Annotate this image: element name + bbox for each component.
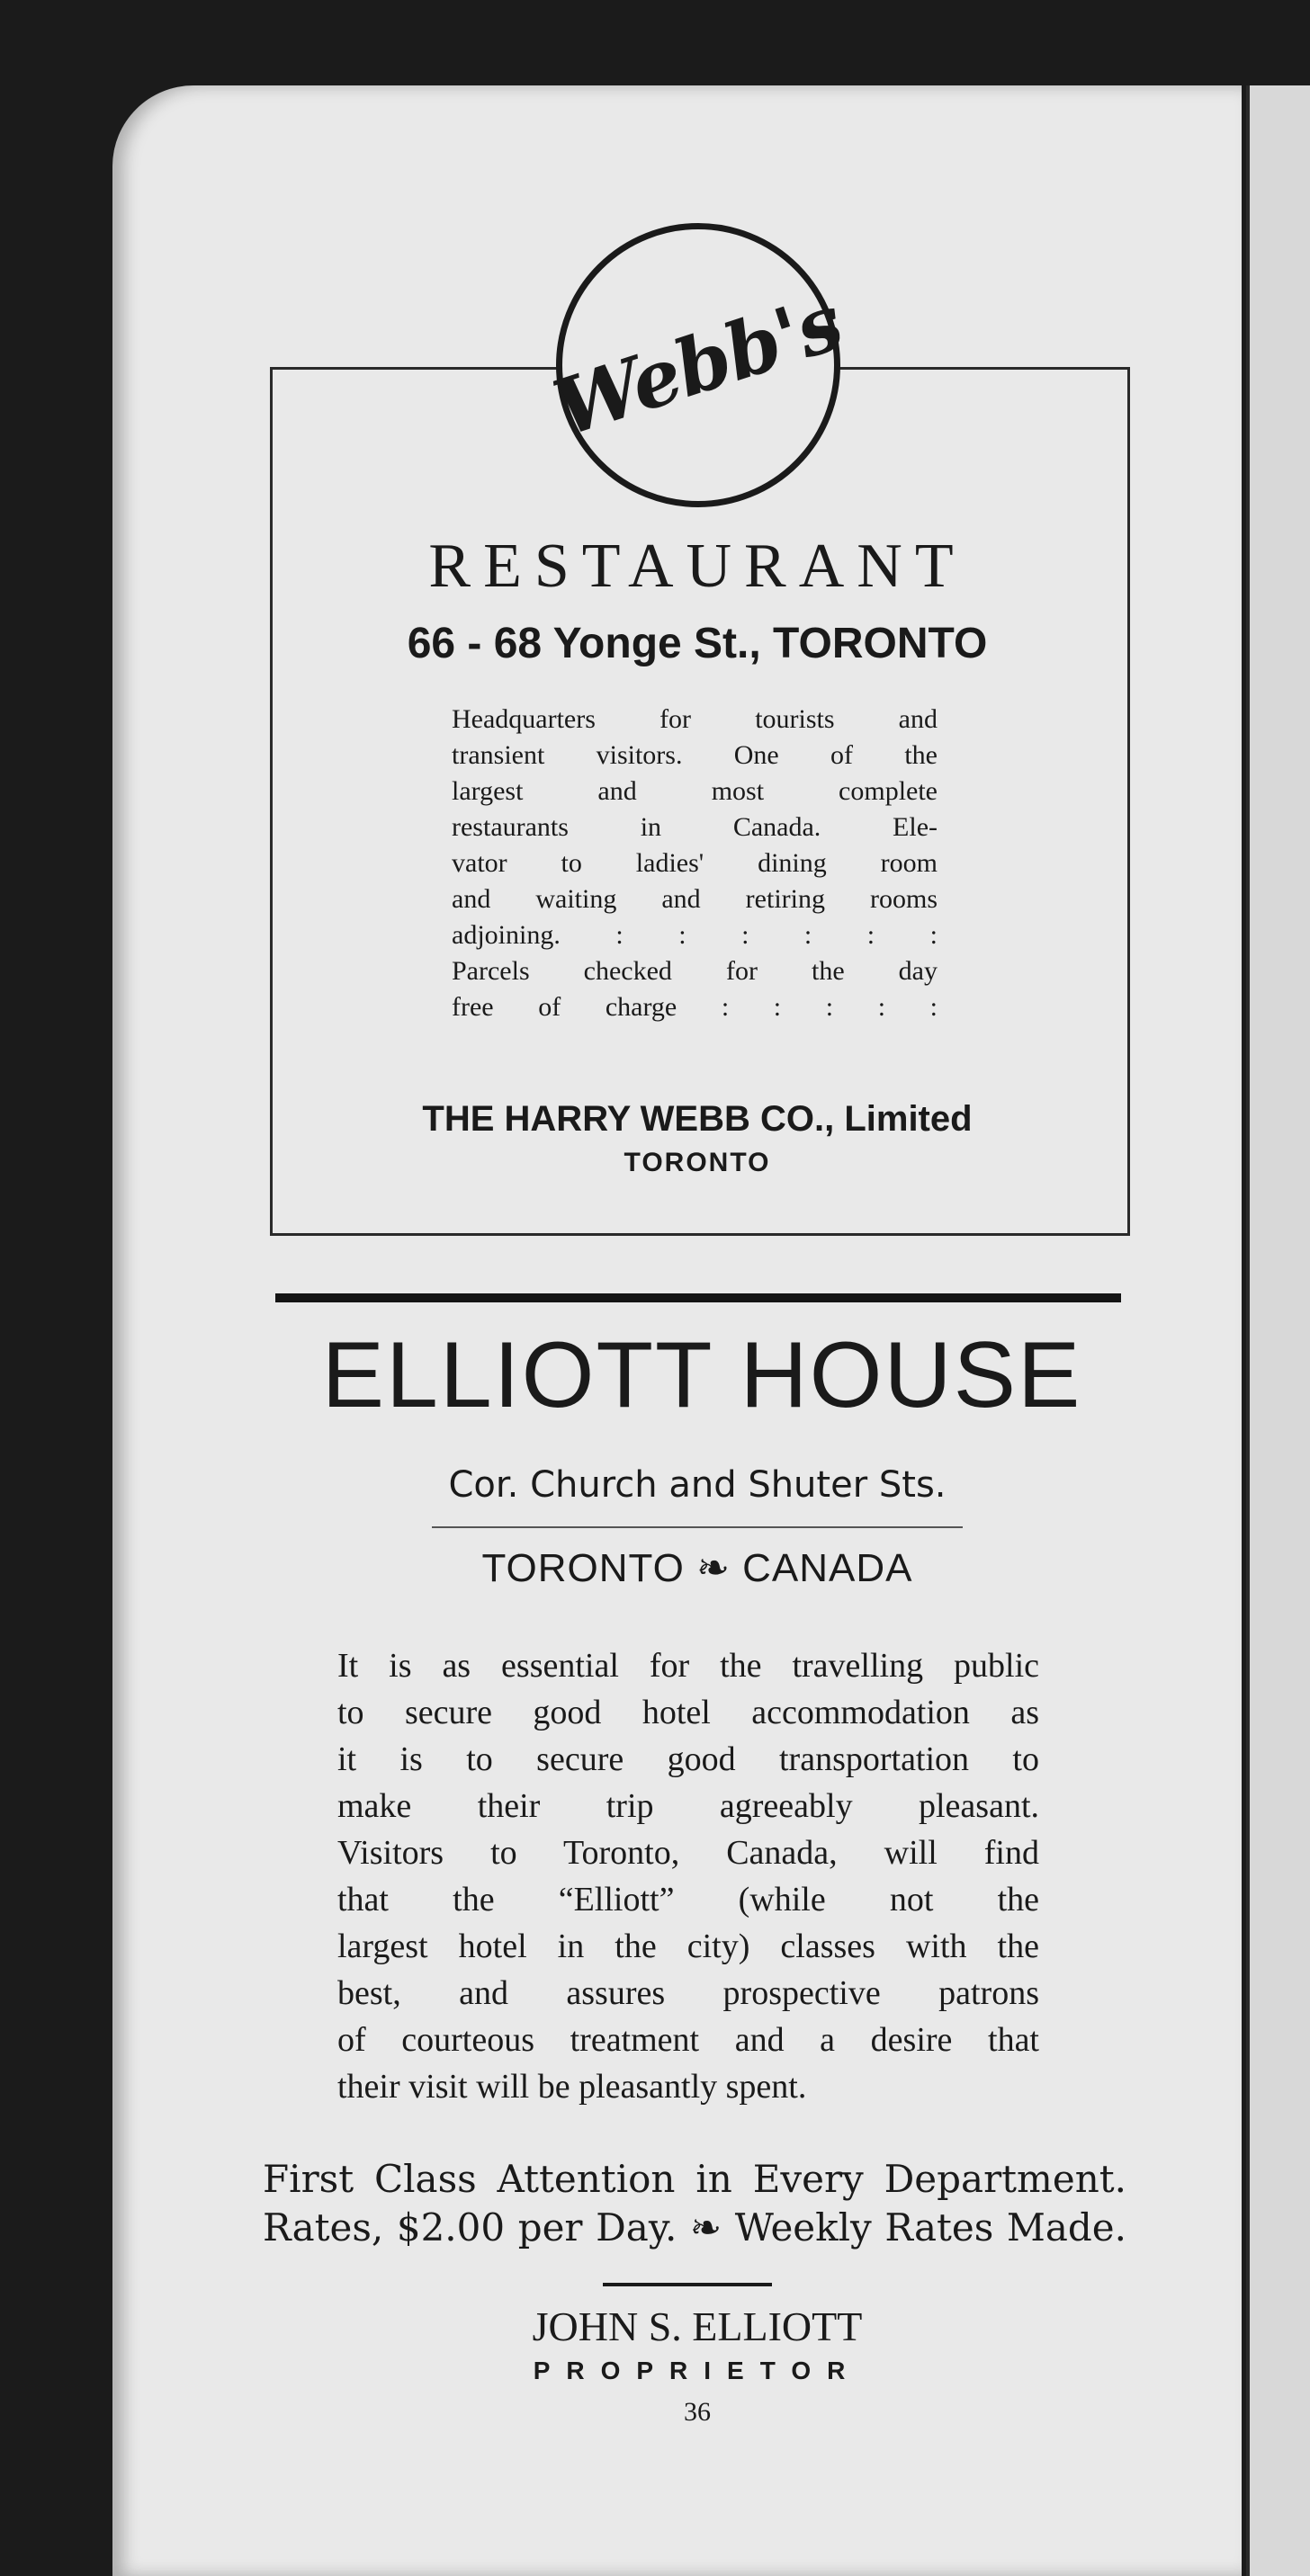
webbs-logo [543, 223, 853, 507]
hotel-description [337, 1642, 1039, 2110]
description-line: Parcels checked for the day [452, 956, 938, 986]
proprietor-name: JOHN S. ELLIOTT [532, 2303, 863, 2349]
rates-line: Rates, $2.00 per Day. ❧ Weekly Rates Made. [263, 2205, 1126, 2250]
section-divider [275, 1293, 1121, 1302]
hotel-description-line: to secure good hotel accommodation as [337, 1694, 1039, 1731]
restaurant-heading: RESTAURANT [428, 532, 966, 601]
hotel-location: Cor. Church and Shuter Sts. [448, 1464, 947, 1506]
hotel-description-line: largest hotel in the city) classes with the [337, 1928, 1039, 1965]
webb-company-name: THE HARRY WEBB CO., Limited [422, 1099, 973, 1139]
description-line: vator to ladies' dining room [452, 848, 938, 878]
proprietor-divider [603, 2283, 772, 2286]
description-line: Headquarters for tourists and [452, 704, 938, 734]
hotel-description-line: it is to secure good transportation to [337, 1740, 1039, 1778]
hotel-description-line: best, and assures prospective patrons [337, 1974, 1039, 2012]
page-number: 36 [684, 2397, 711, 2427]
restaurant-address: 66 - 68 Yonge St., TORONTO [407, 620, 988, 667]
description-line: adjoining. : : : : : : [452, 920, 938, 950]
description-line: largest and most complete [452, 776, 938, 806]
hotel-description-line: make their trip agreeably pleasant. [337, 1787, 1039, 1825]
restaurant-description [452, 702, 938, 1025]
description-line: transient visitors. One of the [452, 740, 938, 770]
hotel-title: ELLIOTT HOUSE [321, 1323, 1082, 1427]
hotel-description-line: It is as essential for the travelling public [337, 1647, 1039, 1685]
hotel-description-line: of courteous treatment and a desire that [337, 2021, 1039, 2059]
webb-company-city: TORONTO [624, 1148, 771, 1177]
hotel-description-line: their visit will be pleasantly spent. [337, 2068, 807, 2106]
location-underline [432, 1526, 963, 1528]
hotel-city-line: TORONTO ❧ CANADA [481, 1546, 913, 1590]
book-spine [1246, 85, 1310, 2576]
description-line: restaurants in Canada. Ele- [452, 812, 938, 842]
description-line: free of charge : : : : : [452, 992, 938, 1022]
service-tagline: First Class Attention in Every Department. [263, 2157, 1126, 2201]
hotel-description-line: that the “Elliott” (while not the [337, 1881, 1039, 1919]
hotel-description-line: Visitors to Toronto, Canada, will find [337, 1834, 1039, 1872]
description-line: and waiting and retiring rooms [452, 884, 938, 914]
proprietor-title: PROPRIETOR [533, 2357, 862, 2384]
webbs-logo-text: Webb's [543, 276, 853, 454]
